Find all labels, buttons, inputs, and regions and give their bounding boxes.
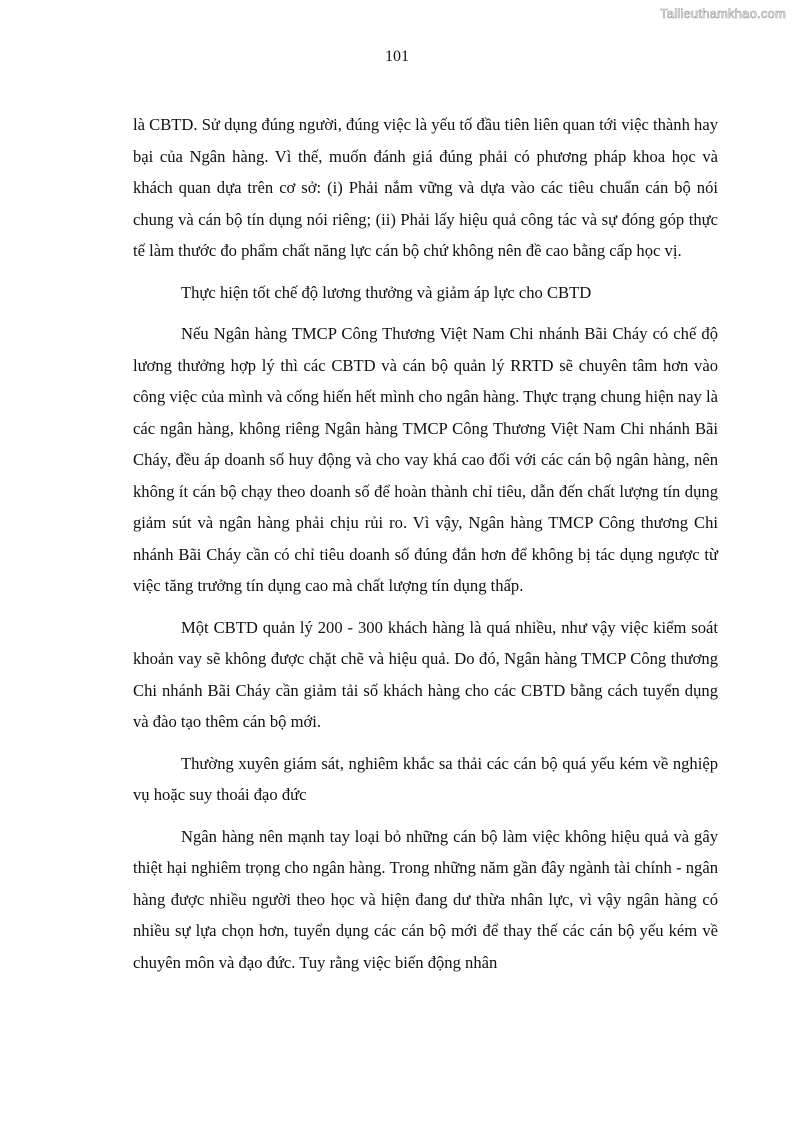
section-heading: Thường xuyên giám sát, nghiêm khắc sa thải các cán bộ quá yếu kém về nghiệp vụ hoặc suy thoái đạo đức: [133, 753, 718, 804]
document-body: [133, 109, 718, 988]
paragraph: là CBTD. Sử dụng đúng người, đúng việc là yếu tố đầu tiên liên quan tới việc thành hay bại của Ngân hàng. Vì thế, muốn đánh giá đúng phải có phương pháp khoa học và khách quan dựa trên cơ sở: (i) Phải nắm vững và dựa vào các tiêu chuẩn cán bộ nói chung và cán bộ tín dụng nói riêng; (ii) Phải lấy hiệu quả công tác và sự đóng góp thực tế làm thước đo phẩm chất năng lực cán bộ chứ không nên đề cao bằng cấp học vị.: [133, 115, 718, 260]
watermark-text: Tailieuthamkhao.com: [660, 6, 786, 21]
paragraph: Nếu Ngân hàng TMCP Công Thương Việt Nam Chi nhánh Bãi Cháy có chế độ lương thưởng hợp lý thì các CBTD và cán bộ quản lý RRTD sẽ chuyên tâm hơn vào công việc của mình và cống hiến hết mình cho ngân hàng. Thực trạng chung hiện nay là các ngân hàng, không riêng Ngân hàng TMCP Công Thương Việt Nam Chi nhánh Bãi Cháy, đều áp doanh số huy động và cho vay khá cao đối với các cán bộ ngân hàng, nên không ít cán bộ chạy theo doanh số để hoàn thành chỉ tiêu, dẫn đến chất lượng tín dụng giảm sút và ngân hàng phải chịu rủi ro. Vì vậy, Ngân hàng TMCP Công thương Chi nhánh Bãi Cháy cần có chỉ tiêu doanh số đúng đắn hơn để không bị tác dụng ngược từ việc tăng trưởng tín dụng cao mà chất lượng tín dụng thấp.: [133, 324, 718, 595]
section-heading: Thực hiện tốt chế độ lương thưởng và giảm áp lực cho CBTD: [181, 282, 592, 302]
page-number: 101: [385, 48, 409, 65]
paragraph: Một CBTD quản lý 200 - 300 khách hàng là quá nhiều, như vậy việc kiểm soát khoản vay sẽ không được chặt chẽ và hiệu quả. Do đó, Ngân hàng TMCP Công thương Chi nhánh Bãi Cháy cần giảm tải số khách hàng cho các CBTD bằng cách tuyển dụng và đào tạo thêm cán bộ mới.: [133, 617, 718, 731]
paragraph: Ngân hàng nên mạnh tay loại bỏ những cán bộ làm việc không hiệu quả và gây thiệt hại nghiêm trọng cho ngân hàng. Trong những năm gần đây ngành tài chính - ngân hàng được nhiều người theo học và hiện đang dư thừa nhân lực, vì vậy ngân hàng có nhiều sự lựa chọn hơn, tuyển dụng các cán bộ mới để thay thế các cán bộ yếu kém về chuyên môn và đạo đức. Tuy rằng việc biến động nhân: [133, 826, 718, 972]
